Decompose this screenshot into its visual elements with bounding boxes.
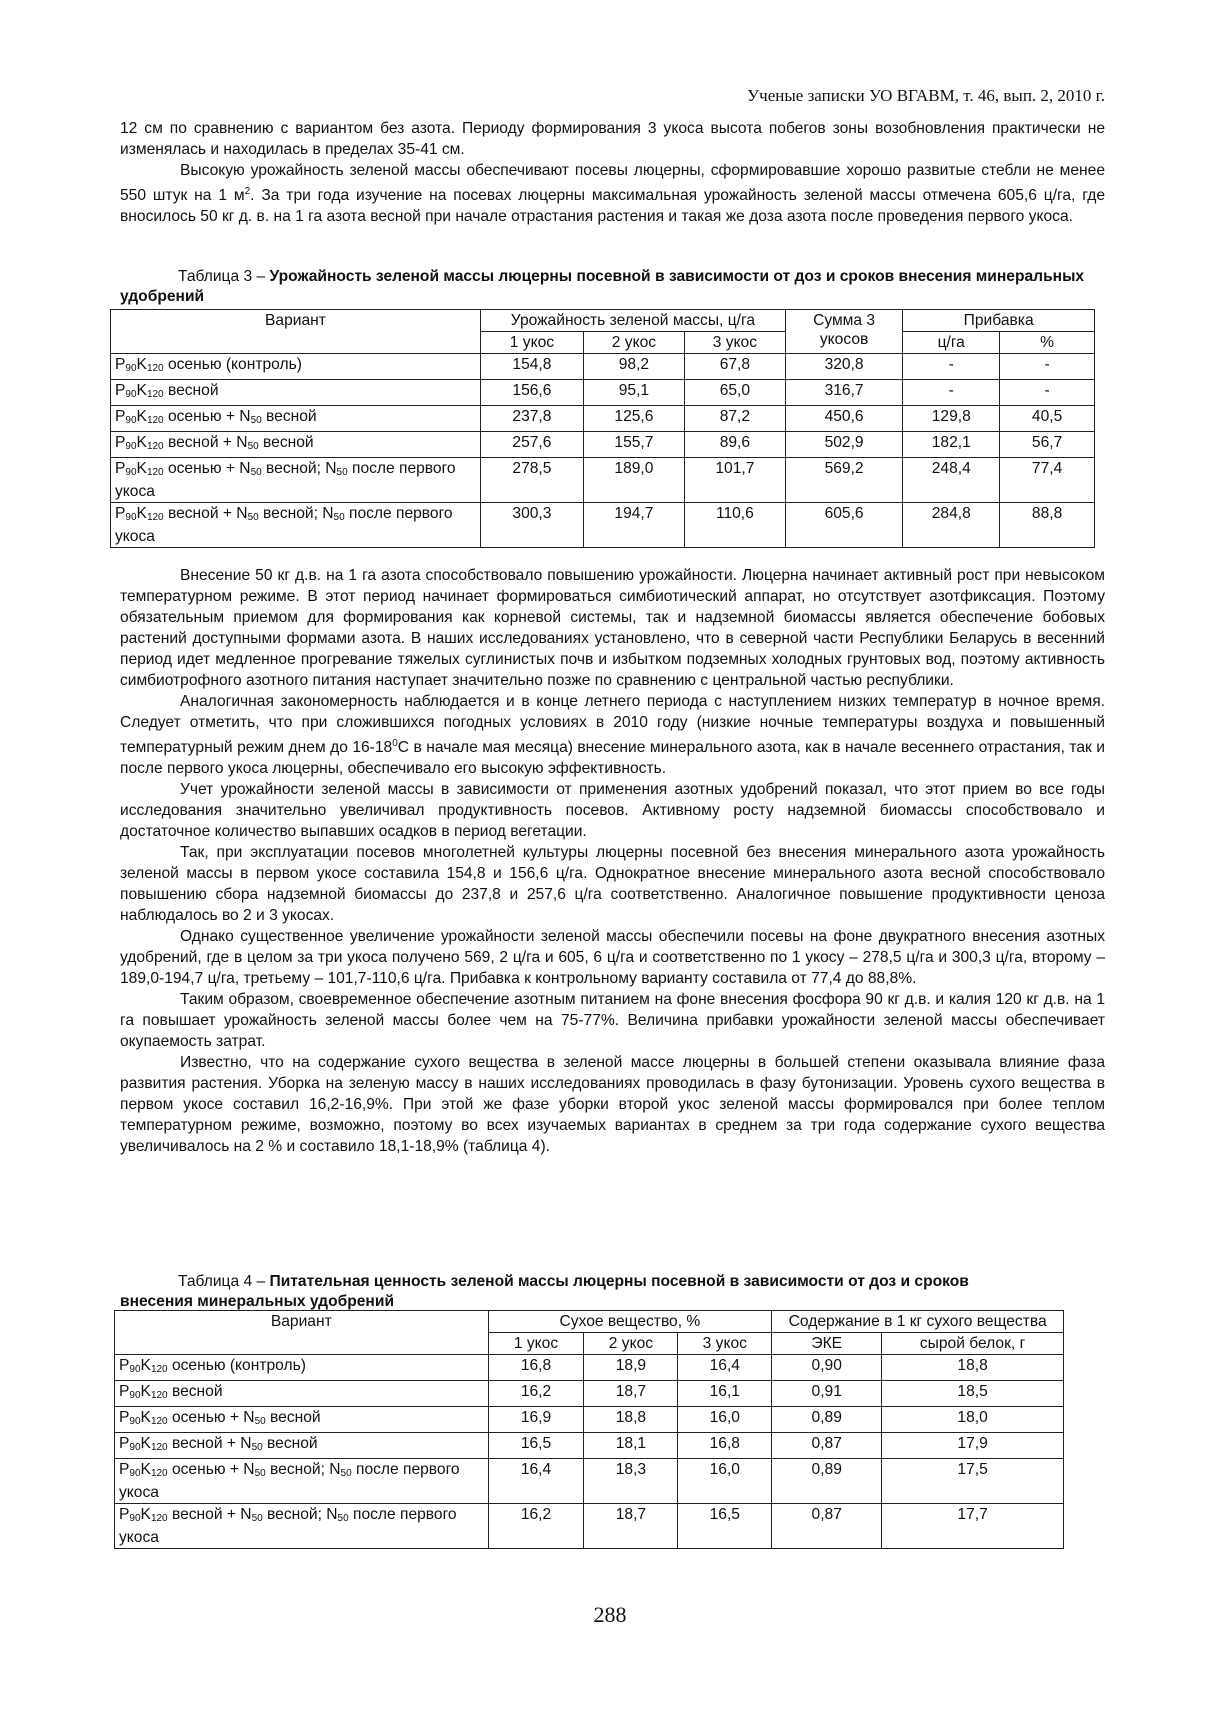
cell-eke: 0,91: [772, 1381, 882, 1407]
cell-variant: $P_{90}K_{120}$ осенью (контроль): [115, 1355, 489, 1381]
cell-eke: 0,87: [772, 1433, 882, 1459]
cell-cut1: 156,6: [480, 380, 583, 406]
page-number: 288: [593, 1602, 627, 1627]
cell-cut3: 65,0: [684, 380, 785, 406]
cell-cut3: 67,8: [684, 354, 785, 380]
cell-gain-cga: 129,8: [903, 406, 1000, 432]
cell-protein: 17,7: [882, 1504, 1064, 1549]
cell-dry1: 16,8: [488, 1355, 584, 1381]
cell-cut1: 257,6: [480, 432, 583, 458]
col-header-yield: Урожайность зеленой массы, ц/га: [480, 310, 785, 332]
paragraph: Учет урожайности зеленой массы в зависимости от применения азотных удобрений показал, что этот прием во все годы исследования значительно увеличивал продуктивность посевов. Активному росту надземной биомассы способствовало и достаточное количество выпавших осадков в период вегетации.: [120, 781, 1105, 840]
cell-gain-cga: -: [903, 354, 1000, 380]
col-header-cut2: 2 укос: [584, 1333, 678, 1355]
col-header-cut2: 2 укос: [583, 332, 684, 354]
cell-dry2: 18,9: [584, 1355, 678, 1381]
cell-sum: 569,2: [785, 458, 902, 503]
cell-variant: $P_{90}K_{120}$ осенью + $N_{50}$ весной: [115, 1407, 489, 1433]
col-header-cut1: 1 укос: [488, 1333, 584, 1355]
table-row: [115, 1381, 1064, 1407]
col-header-content: Содержание в 1 кг сухого вещества: [772, 1311, 1064, 1333]
cell-variant: $P_{90}K_{120}$ осенью + $N_{50}$ весной; $N_{50}$ после первого укоса: [115, 1459, 489, 1504]
cell-protein: 17,9: [882, 1433, 1064, 1459]
cell-variant: $P_{90}K_{120}$ осенью + $N_{50}$ весной; $N_{50}$ после первого укоса: [111, 458, 481, 503]
intro-text: [120, 118, 1105, 227]
table-row: [111, 354, 1095, 380]
col-header-eke: ЭКЕ: [772, 1333, 882, 1355]
cell-cut2: 155,7: [583, 432, 684, 458]
paragraph: Аналогичная закономерность наблюдается и в конце летнего периода с наступлением низких температур в ночное время. Следует отметить, что при сложившихся погодных условиях в 2010 году (низкие ночные температуры воздуха и повышенный температурный режим днем до $16-18^0С$ в начале мая месяца) внесение минерального азота, как в начале весеннего отрастания, так и после первого укоса люцерны, обеспечивало его высокую эффективность.: [120, 693, 1105, 777]
cell-sum: 502,9: [785, 432, 902, 458]
table-row: [111, 432, 1095, 458]
body-text: [120, 565, 1105, 1157]
col-header-cut3: 3 укос: [684, 332, 785, 354]
cell-eke: 0,89: [772, 1459, 882, 1504]
table-row: [115, 1355, 1064, 1381]
cell-variant: $P_{90}K_{120}$ осенью + $N_{50}$ весной: [111, 406, 481, 432]
paragraph: Высокую урожайность зеленой массы обеспечивают посевы люцерны, сформировавшие хорошо развитые стебли не менее 550 штук на 1 $м^2$. За три года изучение на посевах люцерны максимальная урожайность зеленой массы отмечена 605,6 ц/га, где вносилось 50 кг д. в. на 1 га азота весной при начале отрастания растения и такая же доза азота после проведения первого укоса.: [120, 162, 1105, 225]
cell-variant: $P_{90}K_{120}$ весной + $N_{50}$ весной: [111, 432, 481, 458]
table4-caption: Таблица 4 – Питательная ценность зеленой массы люцерны посевной в зависимости от доз и сроков внесения минеральных удобрений: [120, 1273, 969, 1310]
cell-dry1: 16,9: [488, 1407, 584, 1433]
cell-protein: 18,5: [882, 1381, 1064, 1407]
cell-variant: $P_{90}K_{120}$ весной + $N_{50}$ весной: [115, 1433, 489, 1459]
cell-variant: $P_{90}K_{120}$ весной + $N_{50}$ весной; $N_{50}$ после первого укоса: [115, 1504, 489, 1549]
cell-dry3: 16,0: [678, 1459, 772, 1504]
cell-cut1: 154,8: [480, 354, 583, 380]
cell-dry1: 16,4: [488, 1459, 584, 1504]
cell-gain-pct: -: [1000, 380, 1095, 406]
paragraph: Таким образом, своевременное обеспечение азотным питанием на фоне внесения фосфора 90 кг д.в. и калия 120 кг д.в. на 1 га повышает урожайность зеленой массы более чем на 75-77%. Величина прибавки урожайности зеленой массы обеспечивает окупаемость затрат.: [120, 991, 1105, 1050]
table-row: [111, 380, 1095, 406]
cell-gain-pct: 77,4: [1000, 458, 1095, 503]
cell-cut1: 300,3: [480, 503, 583, 548]
cell-cut3: 101,7: [684, 458, 785, 503]
cell-sum: 316,7: [785, 380, 902, 406]
col-header-gain: Прибавка: [903, 310, 1095, 332]
col-header-variant: Вариант: [111, 310, 481, 354]
paragraph: 12 см по сравнению с вариантом без азота. Периоду формирования 3 укоса высота побегов зоны возобновления практически не изменялась и находилась в пределах 35-41 см.: [120, 120, 1105, 158]
nutrition-table: [114, 1310, 1064, 1549]
cell-dry3: 16,0: [678, 1407, 772, 1433]
cell-gain-cga: 182,1: [903, 432, 1000, 458]
table-row: [111, 458, 1095, 503]
cell-cut3: 89,6: [684, 432, 785, 458]
paragraph: Внесение 50 кг д.в. на 1 га азота способствовало повышению урожайности. Люцерна начинает активный рост при невысоком температурном режиме. В этот период начинает формироваться симбиотический аппарат, но отсутствует азотфиксация. Поэтому обязательным приемом для формирования как корневой системы, так и надземной биомассы является обеспечение бобовых растений доступными формами азота. В наших исследованиях установлено, что в северной части Республики Беларусь в весенний период идет медленное прогревание тяжелых суглинистых почв и избытком подземных холодных грунтовых вод, поэтому активность симбиотрофного азотного питания наступает значительно позже по сравнению с центральной частью республики.: [120, 567, 1105, 689]
cell-cut2: 189,0: [583, 458, 684, 503]
col-header-cut1: 1 укос: [480, 332, 583, 354]
cell-gain-pct: 56,7: [1000, 432, 1095, 458]
cell-gain-pct: -: [1000, 354, 1095, 380]
cell-cut2: 125,6: [583, 406, 684, 432]
table-row: [111, 406, 1095, 432]
cell-dry3: 16,5: [678, 1504, 772, 1549]
table-row: [115, 1407, 1064, 1433]
cell-dry2: 18,3: [584, 1459, 678, 1504]
cell-cut1: 237,8: [480, 406, 583, 432]
cell-eke: 0,90: [772, 1355, 882, 1381]
table3-caption: Таблица 3 – Урожайность зеленой массы люцерны посевной в зависимости от доз и сроков внесения минеральных удобрений: [120, 268, 1085, 305]
journal-header: Ученые записки УО ВГАВМ, т. 46, вып. 2, 2010 г.: [747, 86, 1105, 105]
cell-sum: 320,8: [785, 354, 902, 380]
cell-protein: 18,8: [882, 1355, 1064, 1381]
cell-dry3: 16,1: [678, 1381, 772, 1407]
cell-eke: 0,89: [772, 1407, 882, 1433]
cell-dry2: 18,8: [584, 1407, 678, 1433]
yield-table: [110, 309, 1095, 548]
cell-dry2: 18,7: [584, 1504, 678, 1549]
cell-gain-cga: 248,4: [903, 458, 1000, 503]
cell-variant: $P_{90}K_{120}$ весной + $N_{50}$ весной; $N_{50}$ после первого укоса: [111, 503, 481, 548]
cell-cut2: 98,2: [583, 354, 684, 380]
col-header-dry: Сухое вещество, %: [488, 1311, 772, 1333]
cell-gain-cga: -: [903, 380, 1000, 406]
cell-gain-pct: 40,5: [1000, 406, 1095, 432]
table-row: [115, 1504, 1064, 1549]
paragraph: Известно, что на содержание сухого вещества в зеленой массе люцерны в большей степени оказывала влияние фаза развития растения. Уборка на зеленую массу в наших исследованиях проводилась в фазу бутонизации. Уровень сухого вещества в первом укосе составил 16,2-16,9%. При этой же фазе уборки второй укос зеленой массы формировался при более теплом температурном режиме, возможно, поэтому во всех изучаемых вариантах в среднем за три года содержание сухого вещества увеличивалось на 2 % и составило 18,1-18,9% (таблица 4).: [120, 1054, 1105, 1155]
col-header-sum: Сумма 3 укосов: [785, 310, 902, 354]
cell-dry2: 18,1: [584, 1433, 678, 1459]
cell-variant: $P_{90}K_{120}$ весной: [111, 380, 481, 406]
cell-gain-cga: 284,8: [903, 503, 1000, 548]
cell-dry2: 18,7: [584, 1381, 678, 1407]
col-header-variant: Вариант: [115, 1311, 489, 1355]
cell-gain-pct: 88,8: [1000, 503, 1095, 548]
col-header-cga: ц/га: [903, 332, 1000, 354]
cell-variant: $P_{90}K_{120}$ осенью (контроль): [111, 354, 481, 380]
col-header-protein: сырой белок, г: [882, 1333, 1064, 1355]
cell-cut2: 194,7: [583, 503, 684, 548]
cell-variant: $P_{90}K_{120}$ весной: [115, 1381, 489, 1407]
table-row: [115, 1459, 1064, 1504]
cell-dry3: 16,4: [678, 1355, 772, 1381]
cell-cut3: 87,2: [684, 406, 785, 432]
cell-protein: 18,0: [882, 1407, 1064, 1433]
cell-eke: 0,87: [772, 1504, 882, 1549]
cell-dry1: 16,2: [488, 1381, 584, 1407]
cell-cut3: 110,6: [684, 503, 785, 548]
paragraph: Так, при эксплуатации посевов многолетней культуры люцерны посевной без внесения минерального азота урожайность зеленой массы в первом укосе составила 154,8 и 156,6 ц/га. Однократное внесение минерального азота весной способствовало повышению сбора надземной биомассы до 237,8 и 257,6 ц/га соответственно. Аналогичное повышение продуктивности ценоза наблюдалось во 2 и 3 укосах.: [120, 844, 1105, 924]
cell-cut1: 278,5: [480, 458, 583, 503]
cell-sum: 605,6: [785, 503, 902, 548]
paragraph: Однако существенное увеличение урожайности зеленой массы обеспечили посевы на фоне двукратного внесения азотных удобрений, где в целом за три укоса получено 569, 2 ц/га и 605, 6 ц/га и соответственно по 1 укосу – 278,5 ц/га и 300,3 ц/га, второму – 189,0-194,7 ц/га, третьему – 101,7-110,6 ц/га. Прибавка к контрольному варианту составила от 77,4 до 88,8%.: [120, 928, 1105, 987]
cell-sum: 450,6: [785, 406, 902, 432]
col-header-cut3: 3 укос: [678, 1333, 772, 1355]
table-row: [115, 1433, 1064, 1459]
col-header-pct: %: [1000, 332, 1095, 354]
cell-dry3: 16,8: [678, 1433, 772, 1459]
cell-cut2: 95,1: [583, 380, 684, 406]
cell-dry1: 16,2: [488, 1504, 584, 1549]
cell-protein: 17,5: [882, 1459, 1064, 1504]
cell-dry1: 16,5: [488, 1433, 584, 1459]
table-row: [111, 503, 1095, 548]
